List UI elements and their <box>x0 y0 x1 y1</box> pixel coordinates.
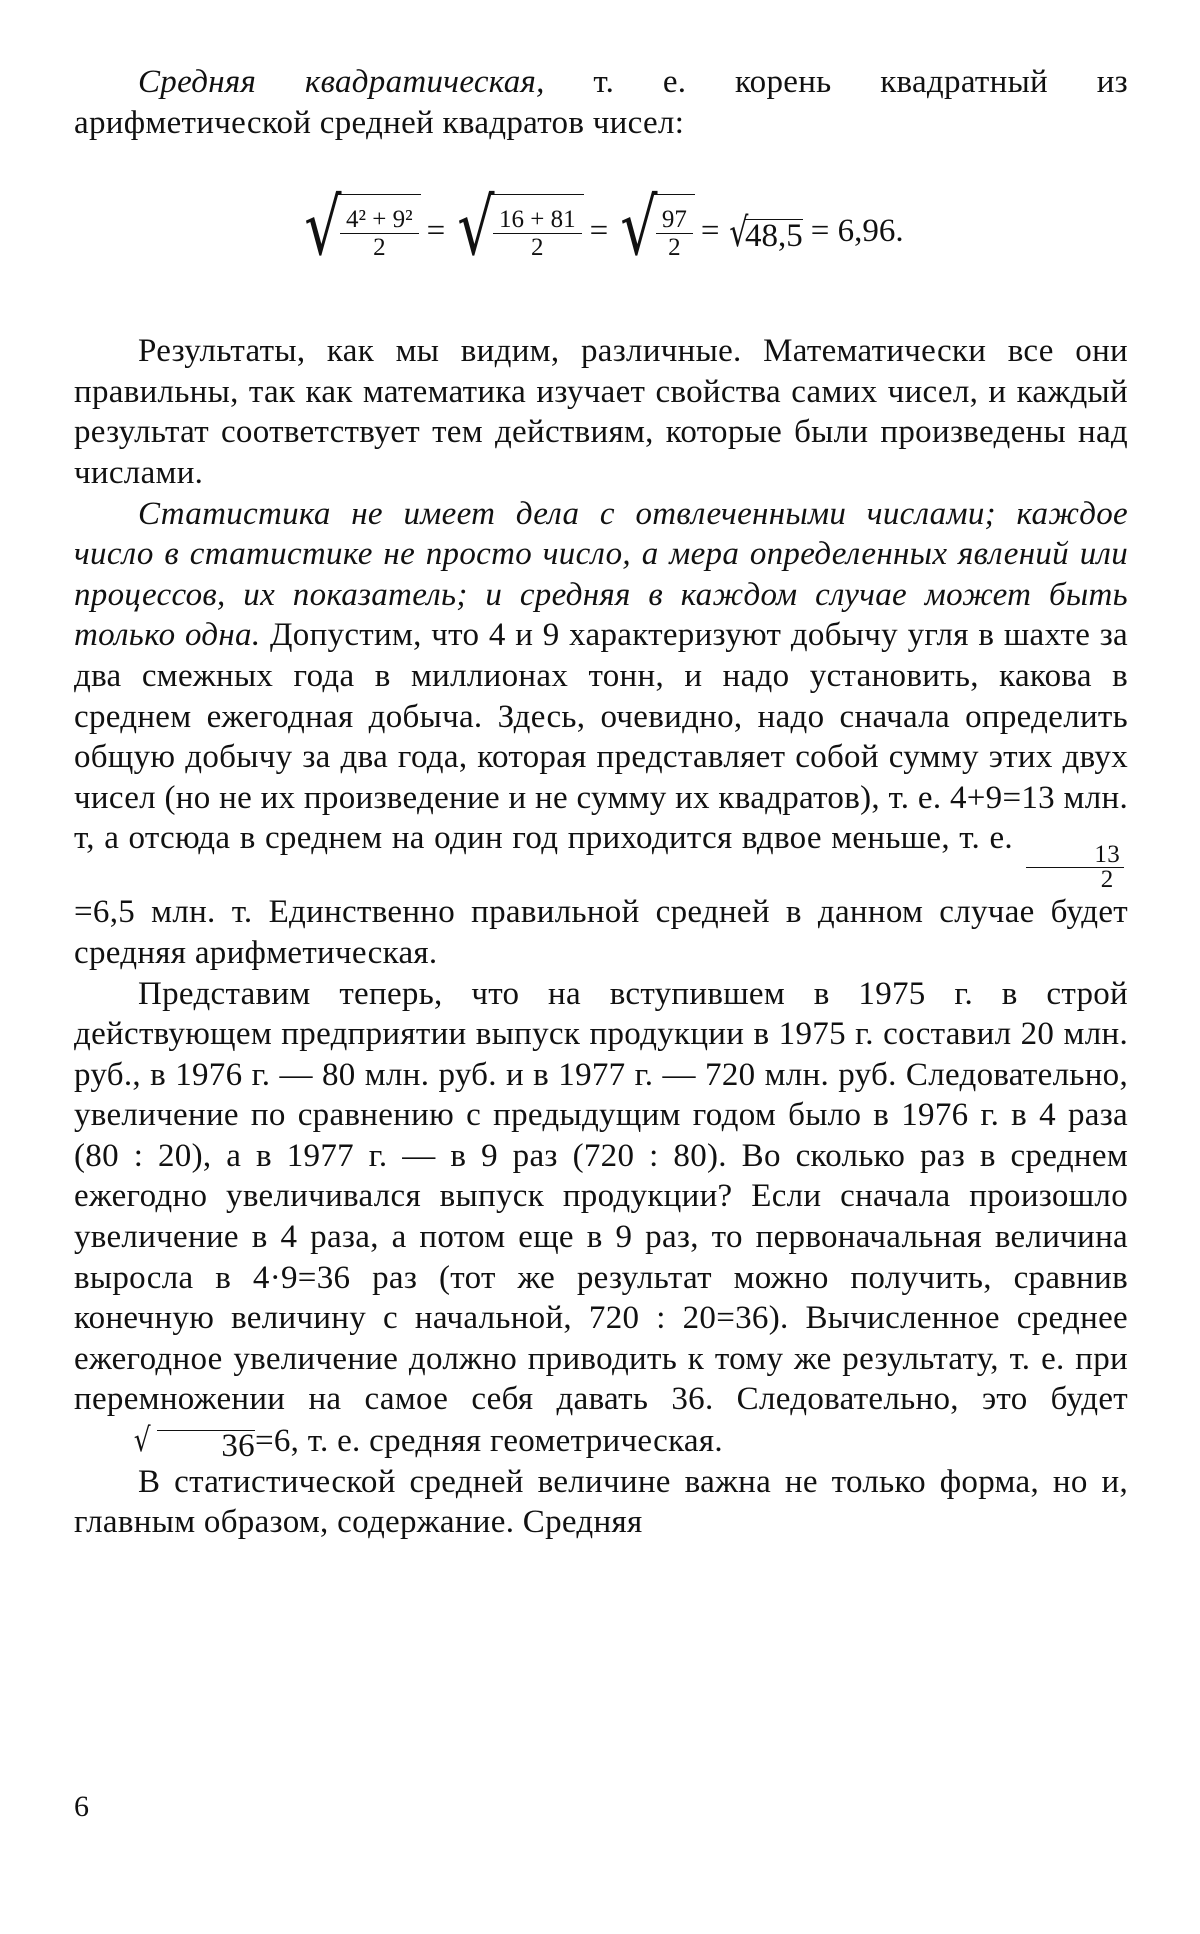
inline-fraction <box>1026 843 1124 892</box>
formula-result: = 6,96. <box>810 212 904 249</box>
sqrt-2 <box>451 183 583 274</box>
equals-sign: = <box>700 212 720 249</box>
numerator: 16 + 81 <box>493 206 582 234</box>
sqrt-1 <box>298 183 420 274</box>
inline-sqrt <box>74 1420 255 1464</box>
equals-sign: = <box>426 212 446 249</box>
paragraph-text: =6, т. е. средняя геометрическая. <box>254 1423 723 1460</box>
radicand: 36 <box>157 1430 255 1461</box>
equals-sign: = <box>589 212 609 249</box>
radical-sign-icon: √ <box>728 209 748 256</box>
radical-sign-icon: √ <box>304 183 342 274</box>
paragraph-text: =6,5 млн. т. Единственно правильной средней в данном случае будет средняя арифметическая. <box>74 894 1128 971</box>
paragraph-text: т. е. корень квадратный из арифметической средней квадратов чисел: <box>74 64 1128 141</box>
italic-statement: Статистика не имеет дела с отвлеченными числами; каждое число в статистике не просто число, а мера определенных явлений или процессов, их показатель; и средняя в каждом случае может быть только одна. <box>74 495 1128 654</box>
radical-sign-icon: √ <box>133 1420 151 1460</box>
paragraph-quadratic-mean <box>74 62 1128 143</box>
radical-sign-icon: √ <box>457 183 495 274</box>
denominator: 2 <box>1100 866 1114 894</box>
paragraph-statistics <box>74 494 1128 974</box>
page-number: 6 <box>74 1790 89 1823</box>
fraction-3 <box>656 206 693 261</box>
paragraph-content: В статистической средней величине важна не только форма, но и, главным образом, содержание. Средняя <box>74 1463 1128 1541</box>
paragraph-text: Представим теперь, что на вступившем в 1975 г. в строй действующем предприятии выпуск продукции в 1975 г. составил 20 млн. руб., в 1976 г. — 80 млн. руб. и в 1977 г. — 720 млн. руб. Следовательно, увеличение по сравнению с предыдущим годом было в 1976 г. в 4 раза (80 : 20), а в 1977 г. — в 9 раз (720 : 80). Во сколько раз в среднем ежегодно увеличивался выпуск продукции? Если сначала произошло увеличение в 4 раза, а потом еще в 9 раз, то первоначальная величина выросла в 4·9=36 раз (тот же результат можно получить, сравнив конечную величину с начальной, 720 : 20=36). Вычисленное среднее ежегодное увеличение должно приводить к тому же результату, т. е. при перемножении на самое себя давать 36. Следовательно, это будет <box>74 975 1128 1418</box>
sqrt-4 <box>726 209 803 254</box>
numerator: 4² + 9² <box>340 206 419 234</box>
radicand: 48,5 <box>745 218 803 255</box>
paragraph-text: Допустим, что 4 и 9 характеризуют добычу угля в шахте за два смежных года в миллионах тонн, и надо установить, какова в среднем ежегодная добыча. Здесь, очевидно, надо сначала определить общую добычу за два года, которая представляет собой сумму этих двух чисел (но не их произведение и не сумму их квадратов), т. е. 4+9=13 млн. т, а отсюда в среднем на один год приходится вдвое меньше, т. е. <box>74 617 1129 857</box>
fraction-2 <box>493 206 582 261</box>
radical-sign-icon: √ <box>620 183 658 274</box>
fraction-1 <box>340 206 419 261</box>
quadratic-mean-formula <box>74 183 1128 279</box>
term-quadratic-mean: Средняя квадратическая, <box>138 64 545 100</box>
denominator: 2 <box>531 234 544 262</box>
denominator: 2 <box>668 234 681 262</box>
sqrt-3 <box>614 183 695 274</box>
paragraph-geometric <box>74 974 1128 1462</box>
denominator: 2 <box>373 234 386 262</box>
numerator: 97 <box>656 206 693 234</box>
numerator: 13 <box>1026 843 1124 868</box>
paragraph-results: Результаты, как мы видим, различные. Математически все они правильны, так как математика изучает свойства самих чисел, и каждый результат соответствует тем действиям, которые были произведены над числами. <box>74 333 1128 491</box>
